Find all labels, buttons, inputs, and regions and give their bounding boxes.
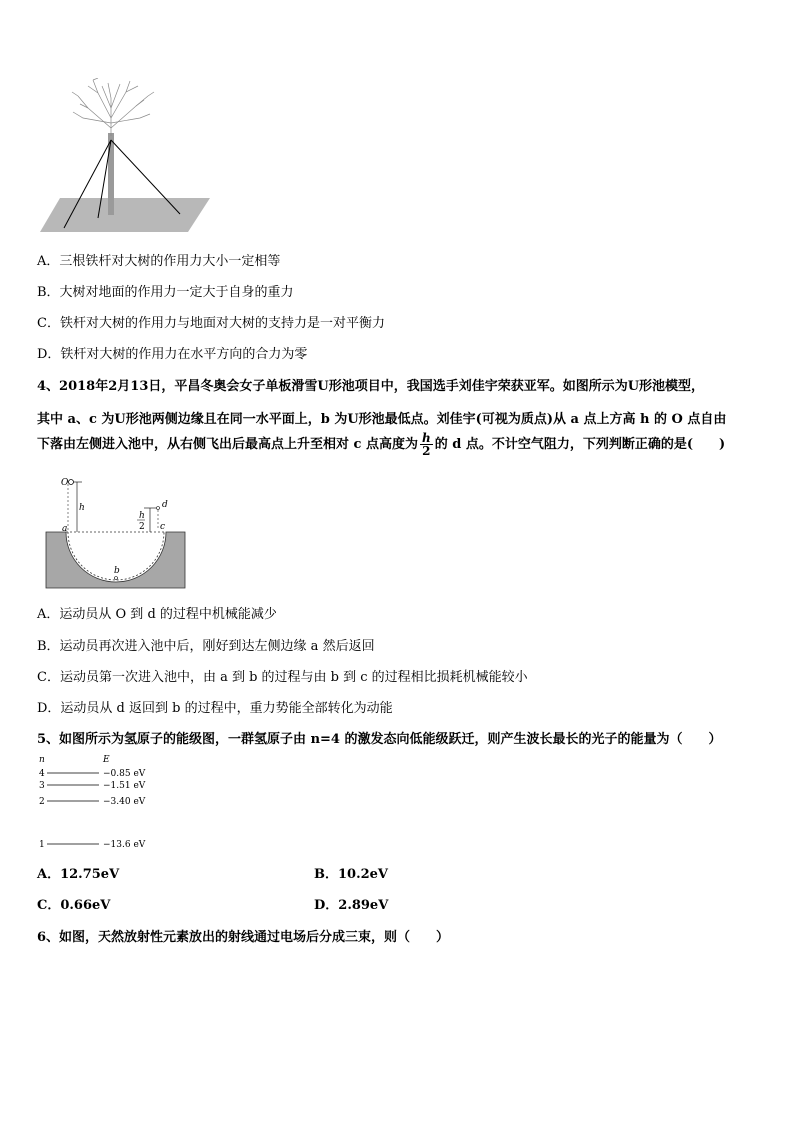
e-header: E xyxy=(103,755,110,765)
label-h2-den: 2 xyxy=(139,522,145,532)
point-o-marker xyxy=(69,480,74,485)
q4-fraction xyxy=(420,432,433,457)
level-2-energy: −3.40 eV xyxy=(103,797,146,807)
q3-option-d: D．铁杆对大树的作用力在水平方向的合力为零 xyxy=(37,347,308,362)
label-o: O xyxy=(61,478,69,488)
q3-option-c: C．铁杆对大树的作用力与地面对大树的支持力是一对平衡力 xyxy=(37,316,385,331)
tree-branches xyxy=(72,78,154,136)
u-pool-figure xyxy=(44,472,190,592)
label-d: d xyxy=(162,500,168,510)
q4-stem-line1: 4、2018年2月13日，平昌冬奥会女子单板滑雪U形池项目中，我国选手刘佳宇荣获亚军。如图所示为U形池模型， xyxy=(37,379,705,394)
q4-option-a: A．运动员从 O 到 d 的过程中机械能减少 xyxy=(37,607,277,622)
level-1-n: 1 xyxy=(39,840,45,850)
q5-option-b: B．10.2eV xyxy=(314,867,389,882)
level-4-n: 4 xyxy=(39,769,45,779)
point-b-marker xyxy=(115,577,118,580)
tree-figure xyxy=(38,78,213,234)
tree-trunk xyxy=(108,133,114,215)
level-3-n: 3 xyxy=(39,781,45,791)
q5-stem: 5、如图所示为氢原子的能级图，一群氢原子由 n=4 的激发态向低能级跃迁，则产生波长最长的光子的能量为（ ） xyxy=(37,732,722,747)
energy-level-diagram xyxy=(37,752,167,852)
q3-option-b: B．大树对地面的作用力一定大于自身的重力 xyxy=(37,285,294,300)
q4-stem-line3 xyxy=(37,432,758,457)
label-h2-num: h xyxy=(139,511,145,521)
level-4-energy: −0.85 eV xyxy=(103,769,146,779)
q5-option-d: D．2.89eV xyxy=(314,898,389,913)
q5-option-c: C．0.66eV xyxy=(37,898,111,913)
label-h: h xyxy=(79,503,85,513)
q5-option-a: A．12.75eV xyxy=(37,867,120,882)
label-b: b xyxy=(114,566,120,576)
q4-option-c: C．运动员第一次进入池中，由 a 到 b 的过程与由 b 到 c 的过程相比损耗机械能较小 xyxy=(37,670,528,685)
level-1-energy: −13.6 eV xyxy=(103,840,146,850)
n-header: n xyxy=(39,755,45,765)
label-c: c xyxy=(160,522,166,532)
q4-stem-line3-post: 的 d 点。不计空气阻力，下列判断正确的是( ) xyxy=(434,437,726,452)
q6-stem: 6、如图，天然放射性元素放出的射线通过电场后分成三束，则（ ） xyxy=(37,930,450,945)
label-a: a xyxy=(62,524,68,534)
q4-fraction-den: 2 xyxy=(422,444,431,458)
q4-option-b: B．运动员再次进入池中后，刚好到达左侧边缘 a 然后返回 xyxy=(37,639,375,654)
q3-option-a: A．三根铁杆对大树的作用力大小一定相等 xyxy=(37,254,281,269)
q4-option-d: D．运动员从 d 返回到 b 的过程中，重力势能全部转化为动能 xyxy=(37,701,393,716)
q4-stem-line3-pre: 下落由左侧进入池中，从右侧飞出后最高点上升至相对 c 点高度为 xyxy=(37,437,418,452)
q4-stem-line2: 其中 a、c 为U形池两侧边缘且在同一水平面上，b 为U形池最低点。刘佳宇(可视为质点)从 a 点上方高 h 的 O 点自由 xyxy=(37,412,727,427)
point-d-marker xyxy=(157,507,160,510)
level-3-energy: −1.51 eV xyxy=(103,781,146,791)
q4-fraction-num: h xyxy=(421,431,431,445)
ground-plane xyxy=(40,198,210,232)
level-2-n: 2 xyxy=(39,797,45,807)
